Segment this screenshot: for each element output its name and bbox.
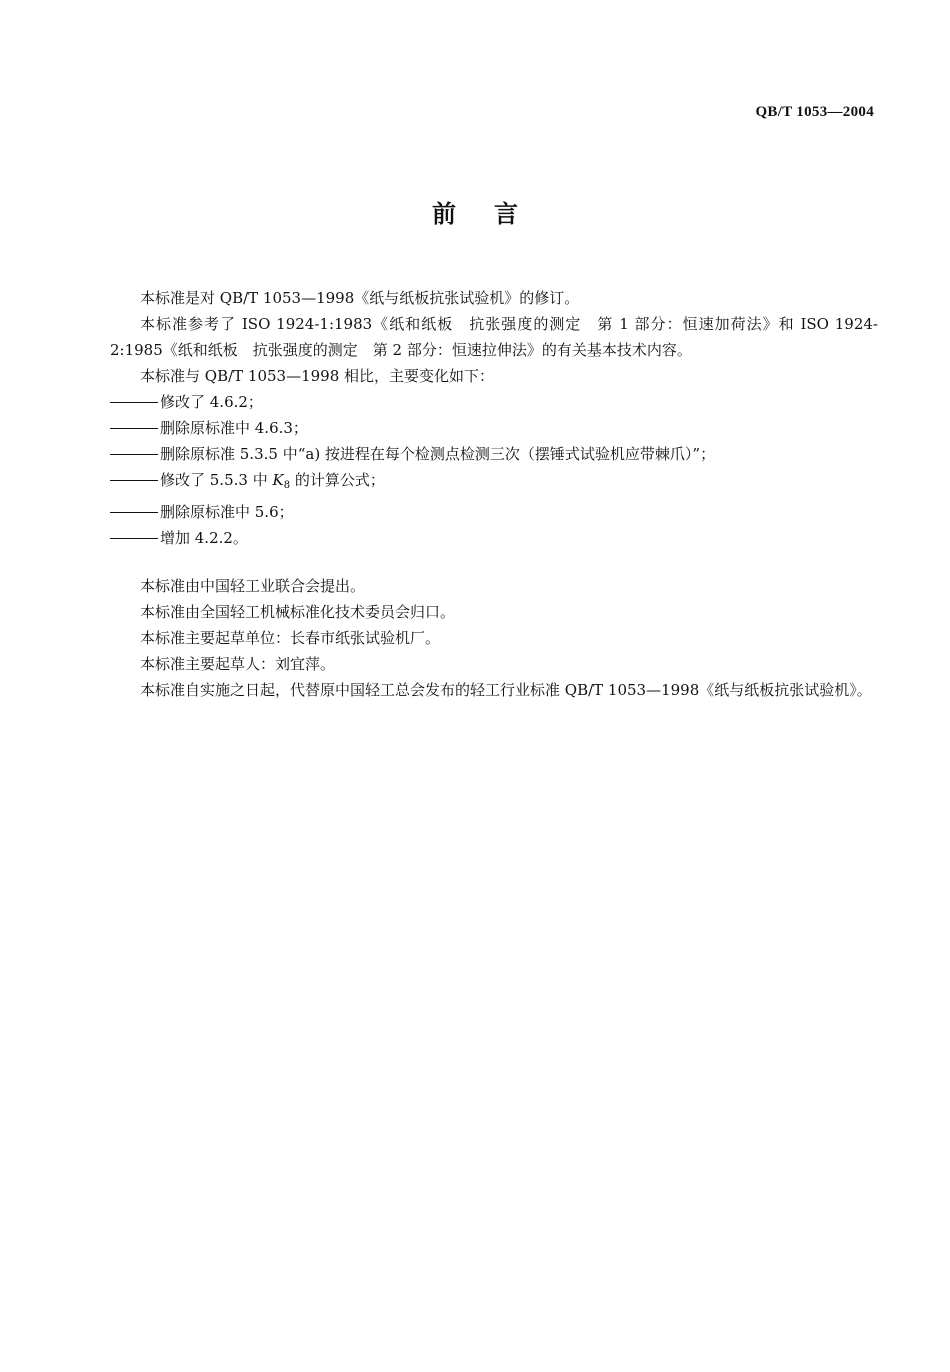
- dash-mark: [110, 480, 158, 481]
- change-item-text: 的计算公式；: [290, 471, 385, 489]
- intro-paragraph-2: 本标准参考了 ISO 1924-1:1983《纸和纸板 抗张强度的测定 第 1 部分：恒速加荷法》和 ISO 1924-2:1985《纸和纸板 抗张强度的测定 第 2 部分：恒速拉伸法》的有关基本技术内容。: [110, 315, 878, 359]
- symbol-subscript: 8: [283, 480, 291, 491]
- intro-paragraph-3: 本标准与 QB/T 1053—1998 相比，主要变化如下：: [140, 367, 495, 385]
- dash-mark: [110, 454, 158, 455]
- closing-paragraph-4: 本标准主要起草人：刘宜萍。: [140, 655, 336, 673]
- change-item-text: 增加 4.2.2。: [160, 529, 248, 547]
- change-item-text: 删除原标准中 4.6.3；: [160, 419, 308, 437]
- closing-paragraph-3: 本标准主要起草单位：长春市纸张试验机厂。: [140, 629, 441, 647]
- dash-mark: [110, 538, 158, 539]
- page-title: 前言: [432, 200, 556, 228]
- intro-paragraph-1: 本标准是对 QB/T 1053—1998《纸与纸板抗张试验机》的修订。: [140, 289, 580, 307]
- closing-paragraph-1: 本标准由中国轻工业联合会提出。: [140, 577, 366, 595]
- change-item-2: [110, 415, 878, 441]
- dash-mark: [110, 428, 158, 429]
- closing-paragraph-5: 本标准自实施之日起，代替原中国轻工总会发布的轻工行业标准 QB/T 1053—1998《纸与纸板抗张试验机》。: [140, 681, 872, 699]
- change-item-text: 修改了 4.6.2；: [160, 393, 263, 411]
- change-item-3: [110, 441, 878, 467]
- change-item-6: [110, 525, 878, 551]
- change-item-1: [110, 389, 878, 415]
- dash-mark: [110, 402, 158, 403]
- change-item-text: 删除原标准中 5.6；: [160, 503, 294, 521]
- dash-mark: [110, 512, 158, 513]
- change-item-5: [110, 499, 878, 525]
- document-body: [110, 285, 878, 703]
- document-code: QB/T 1053—2004: [755, 104, 874, 120]
- closing-paragraph-2: 本标准由全国轻工机械标准化技术委员会归口。: [140, 603, 456, 621]
- change-item-4: [110, 467, 878, 499]
- section-gap: [110, 551, 878, 573]
- change-item-text: 删除原标准 5.3.5 中“a) 按进程在每个检测点检测三次（摆锤式试验机应带棘爪）”；: [160, 445, 716, 463]
- symbol-k: K: [272, 471, 284, 489]
- change-item-text: 修改了 5.5.3 中: [160, 471, 273, 489]
